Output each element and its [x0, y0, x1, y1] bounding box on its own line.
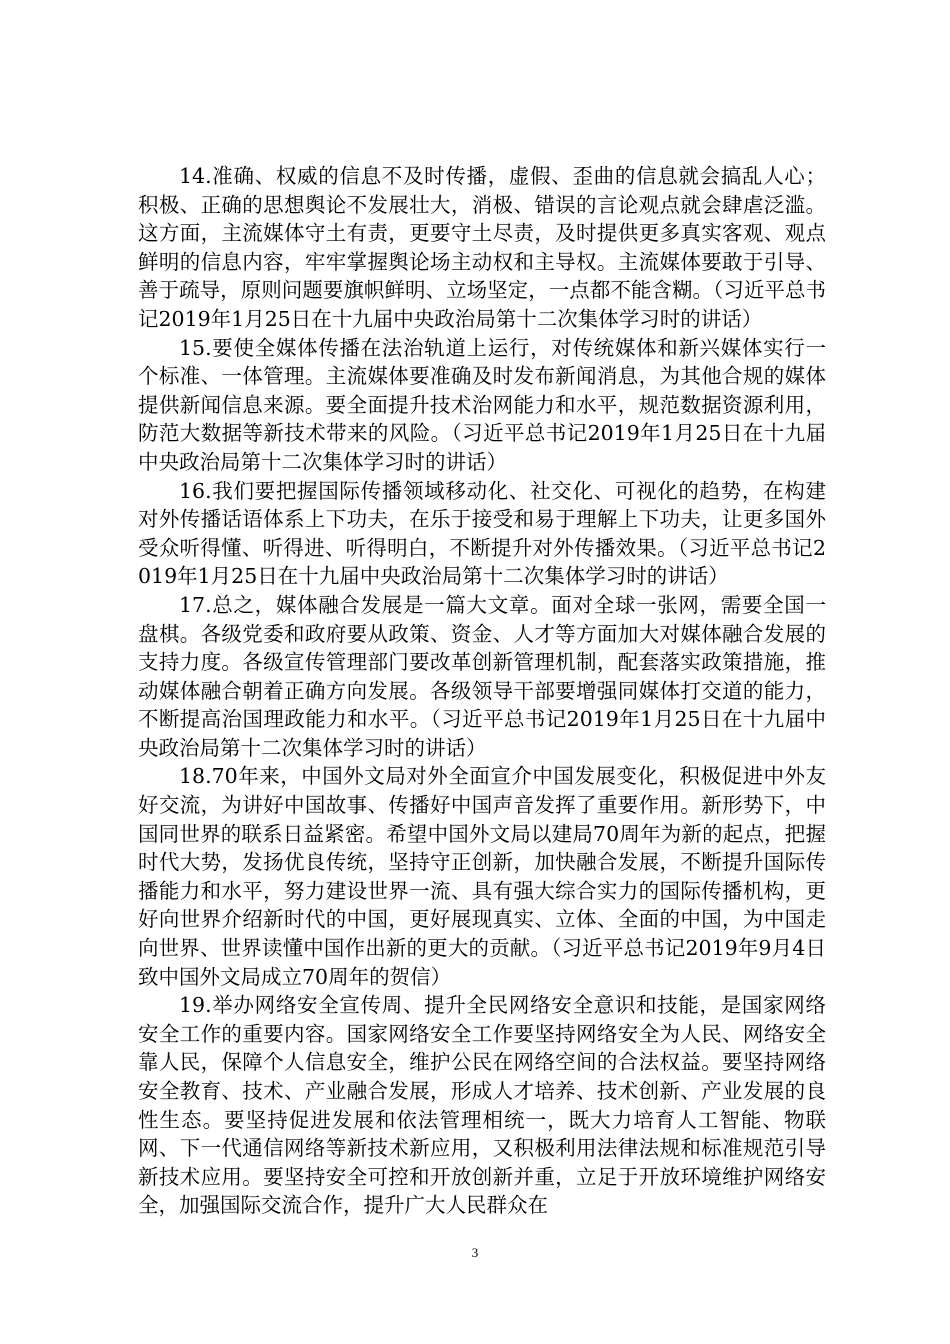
paragraph-16: 16.我们要把握国际传播领域移动化、社交化、可视化的趋势，在构建对外传播话语体系上下功夫，在乐于接受和易于理解上下功夫，让更多国外受众听得懂、听得进、听得明白，不断提升对外传播效果。（习近平总书记2019年1月25日在十九届中央政治局第十二次集体学习时的讲话）: [138, 478, 826, 589]
paragraph-15: 15.要使全媒体传播在法治轨道上运行，对传统媒体和新兴媒体实行一个标准、一体管理。主流媒体要准确及时发布新闻消息，为其他合规的媒体提供新闻信息来源。要全面提升技术治网能力和水平，规范数据资源利用，防范大数据等新技术带来的风险。（习近平总书记2019年1月25日在十九届中央政治局第十二次集体学习时的讲话）: [138, 335, 826, 474]
paragraph-18: 18.70年来，中国外文局对外全面宣介中国发展变化，积极促进中外友好交流，为讲好中国故事、传播好中国声音发挥了重要作用。新形势下，中国同世界的联系日益紧密。希望中国外文局以建局70周年为新的起点，把握时代大势，发扬优良传统，坚持守正创新，加快融合发展，不断提升国际传播能力和水平，努力建设世界一流、具有强大综合实力的国际传播机构，更好向世界介绍新时代的中国，更好展现真实、立体、全面的中国，为中国走向世界、世界读懂中国作出新的更大的贡献。（习近平总书记2019年9月4日致中国外文局成立70周年的贺信）: [138, 764, 826, 989]
paragraph-19: 19.举办网络安全宣传周、提升全民网络安全意识和技能，是国家网络安全工作的重要内容。国家网络安全工作要坚持网络安全为人民、网络安全靠人民，保障个人信息安全，维护公民在网络空间的合法权益。要坚持网络安全教育、技术、产业融合发展，形成人才培养、技术创新、产业发展的良性生态。要坚持促进发展和依法管理相统一，既大力培育人工智能、物联网、下一代通信网络等新技术新应用，又积极利用法律法规和标准规范引导新技术应用。要坚持安全可控和开放创新并重，立足于开放环境维护网络安全，加强国际交流合作，提升广大人民群众在: [138, 993, 826, 1218]
paragraph-14: 14.准确、权威的信息不及时传播，虚假、歪曲的信息就会搞乱人心；积极、正确的思想舆论不发展壮大，消极、错误的言论观点就会肆虐泛滥。这方面，主流媒体守土有责，更要守土尽责，及时提供更多真实客观、观点鲜明的信息内容，牢牢掌握舆论场主动权和主导权。主流媒体要敢于引导、善于疏导，原则问题要旗帜鲜明、立场坚定，一点都不能含糊。（习近平总书记2019年1月25日在十九届中央政治局第十二次集体学习时的讲话）: [138, 164, 826, 331]
paragraph-17: 17.总之，媒体融合发展是一篇大文章。面对全球一张网，需要全国一盘棋。各级党委和政府要从政策、资金、人才等方面加大对媒体融合发展的支持力度。各级宣传管理部门要改革创新管理机制，配套落实政策措施，推动媒体融合朝着正确方向发展。各级领导干部要增强同媒体打交道的能力，不断提高治国理政能力和水平。（习近平总书记2019年1月25日在十九届中央政治局第十二次集体学习时的讲话）: [138, 592, 826, 760]
document-body: [138, 162, 826, 1220]
page-number: 3: [471, 1245, 479, 1260]
